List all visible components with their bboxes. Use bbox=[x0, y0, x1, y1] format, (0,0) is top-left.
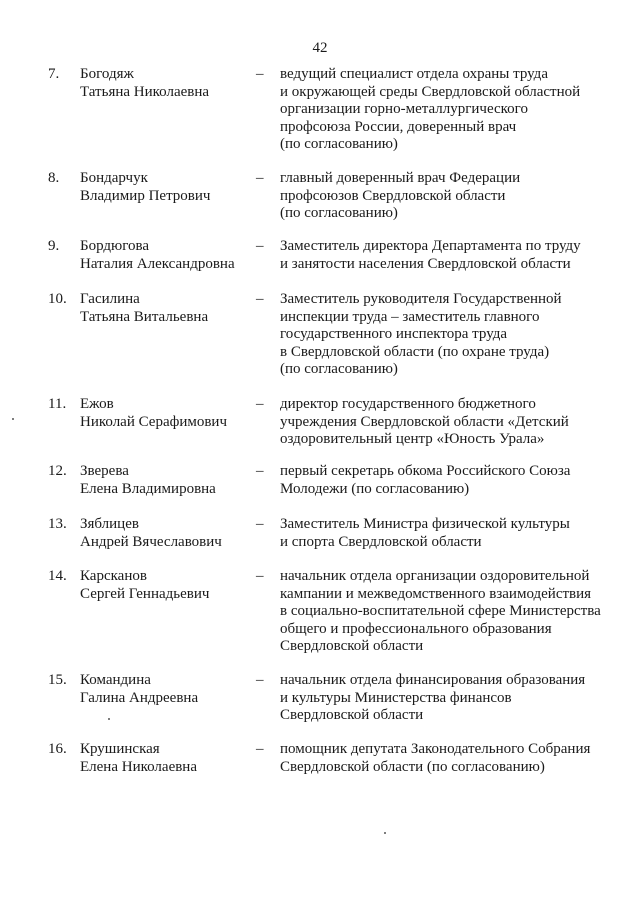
position-line: профсоюзов Свердловской области bbox=[280, 187, 506, 204]
surname: Бордюгова bbox=[80, 238, 150, 254]
surname: Ежов bbox=[80, 396, 114, 412]
dash-separator: – bbox=[256, 516, 264, 532]
dash-separator: – bbox=[256, 238, 264, 254]
person-name bbox=[80, 291, 255, 326]
position-line: ведущий специалист отдела охраны труда bbox=[280, 66, 548, 82]
position-line: первый секретарь обкома Российского Союза bbox=[280, 463, 571, 479]
entry-number: 12. bbox=[48, 463, 67, 479]
person-name bbox=[80, 568, 255, 603]
person-name bbox=[80, 672, 255, 707]
position-line: (по согласованию) bbox=[280, 361, 398, 377]
entry-number: 7. bbox=[48, 66, 60, 82]
scan-speck bbox=[108, 718, 110, 720]
position-description bbox=[280, 170, 610, 223]
position-line: (по согласованию) bbox=[280, 136, 398, 152]
position-line: в Свердловской области (по охране труда) bbox=[280, 343, 550, 360]
surname: Карсканов bbox=[80, 568, 147, 584]
person-name bbox=[80, 238, 255, 273]
position-description bbox=[280, 463, 610, 498]
position-description bbox=[280, 238, 610, 273]
dash-separator: – bbox=[256, 66, 264, 82]
position-line: Свердловской области bbox=[280, 638, 424, 654]
position-line: в социально-воспитательной сфере Министерства bbox=[280, 603, 601, 619]
position-description bbox=[280, 396, 610, 449]
person-name bbox=[80, 741, 255, 776]
given-names: Татьяна Николаевна bbox=[80, 83, 210, 100]
position-line: директор государственного бюджетного bbox=[280, 396, 536, 412]
entry-number: 11. bbox=[48, 396, 67, 412]
position-line: (по согласованию) bbox=[280, 205, 398, 221]
position-description bbox=[280, 291, 610, 379]
position-description bbox=[280, 568, 610, 656]
entry-number: 8. bbox=[48, 170, 60, 186]
scan-speck bbox=[12, 418, 14, 420]
dash-separator: – bbox=[256, 741, 264, 757]
given-names: Андрей Вячеславович bbox=[80, 533, 222, 550]
surname: Зяблицев bbox=[80, 516, 139, 532]
position-line: Свердловской области bbox=[280, 707, 424, 723]
position-line: организации горно-металлургического bbox=[280, 101, 528, 117]
surname: Богодяж bbox=[80, 66, 134, 82]
person-name bbox=[80, 516, 255, 551]
position-line: государственного инспектора труда bbox=[280, 326, 508, 342]
given-names: Владимир Петрович bbox=[80, 187, 211, 204]
page-number: 42 bbox=[312, 40, 328, 56]
entry-number: 13. bbox=[48, 516, 67, 532]
surname: Бондарчук bbox=[80, 170, 148, 186]
position-line: и окружающей среды Свердловской областной bbox=[280, 83, 581, 100]
position-line: и занятости населения Свердловской области bbox=[280, 255, 571, 272]
position-line: инспекции труда – заместитель главного bbox=[280, 308, 540, 325]
position-line: начальник отдела организации оздоровительной bbox=[280, 568, 590, 584]
position-line: главный доверенный врач Федерации bbox=[280, 170, 521, 186]
surname: Командина bbox=[80, 672, 151, 688]
dash-separator: – bbox=[256, 568, 264, 584]
entry-number: 9. bbox=[48, 238, 60, 254]
person-name bbox=[80, 170, 255, 205]
surname: Гасилина bbox=[80, 291, 140, 307]
given-names: Елена Владимировна bbox=[80, 480, 216, 497]
given-names: Елена Николаевна bbox=[80, 758, 197, 775]
person-name bbox=[80, 66, 255, 101]
entry-number: 14. bbox=[48, 568, 67, 584]
person-name bbox=[80, 396, 255, 431]
given-names: Наталия Александровна bbox=[80, 255, 235, 272]
dash-separator: – bbox=[256, 396, 264, 412]
position-line: учреждения Свердловской области «Детский bbox=[280, 413, 569, 430]
given-names: Татьяна Витальевна bbox=[80, 308, 209, 325]
position-line: начальник отдела финансирования образования bbox=[280, 672, 586, 688]
entry-number: 15. bbox=[48, 672, 67, 688]
surname: Крушинская bbox=[80, 741, 160, 757]
position-line: кампании и межведомственного взаимодействия bbox=[280, 585, 592, 602]
position-line: общего и профессионального образования bbox=[280, 620, 552, 637]
position-description bbox=[280, 672, 610, 725]
given-names: Галина Андреевна bbox=[80, 689, 199, 706]
position-line: профсоюза России, доверенный врач bbox=[280, 118, 517, 135]
position-line: Молодежи (по согласованию) bbox=[280, 480, 470, 497]
surname: Зверева bbox=[80, 463, 129, 479]
position-description bbox=[280, 516, 610, 551]
given-names: Николай Серафимович bbox=[80, 413, 228, 430]
position-line: и спорта Свердловской области bbox=[280, 533, 482, 550]
position-line: Заместитель руководителя Государственной bbox=[280, 291, 562, 307]
position-line: Свердловской области (по согласованию) bbox=[280, 758, 545, 775]
dash-separator: – bbox=[256, 291, 264, 307]
position-line: Заместитель директора Департамента по труду bbox=[280, 238, 581, 254]
position-description bbox=[280, 741, 610, 776]
position-line: оздоровительный центр «Юность Урала» bbox=[280, 431, 545, 447]
position-line: Заместитель Министра физической культуры bbox=[280, 516, 570, 532]
dash-separator: – bbox=[256, 672, 264, 688]
entry-number: 10. bbox=[48, 291, 67, 307]
given-names: Сергей Геннадьевич bbox=[80, 585, 210, 602]
dash-separator: – bbox=[256, 170, 264, 186]
scan-speck bbox=[384, 832, 386, 834]
dash-separator: – bbox=[256, 463, 264, 479]
position-description bbox=[280, 66, 610, 154]
person-name bbox=[80, 463, 255, 498]
position-line: помощник депутата Законодательного Собрания bbox=[280, 741, 591, 757]
entry-number: 16. bbox=[48, 741, 67, 757]
position-line: и культуры Министерства финансов bbox=[280, 689, 512, 706]
